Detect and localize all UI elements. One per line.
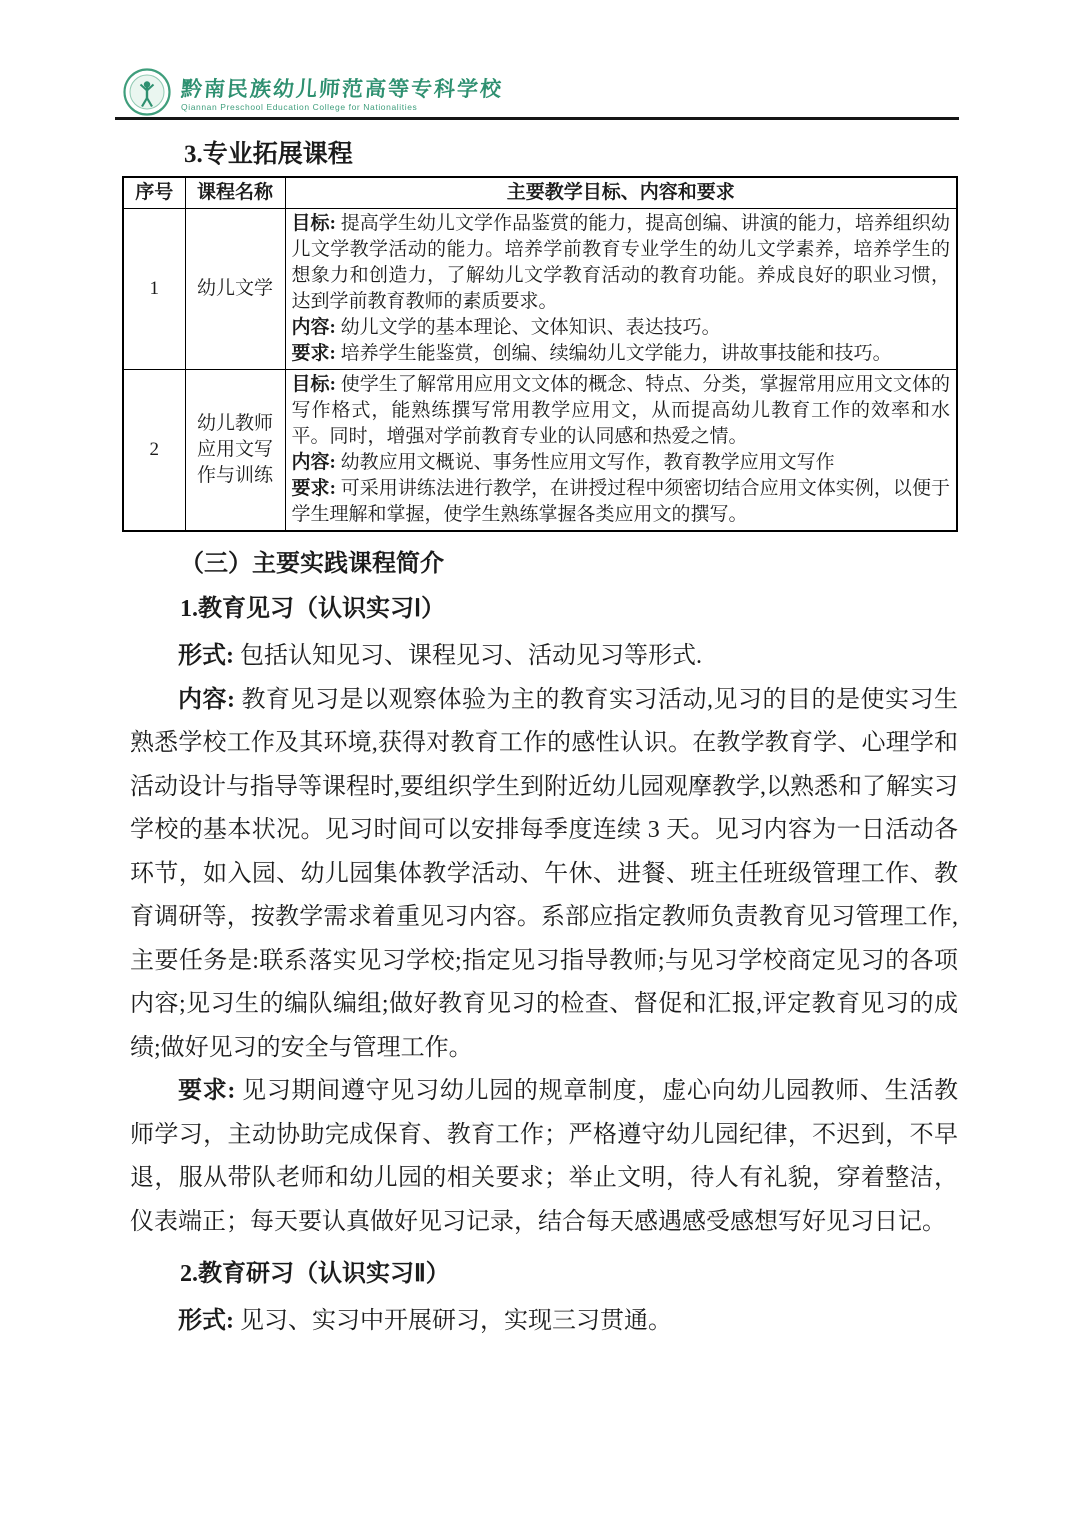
college-header [123,68,503,121]
goal-text: 提高学生幼儿文学作品鉴赏的能力，提高创编、讲演的能力，培养组织幼儿文学教学活动的能力。培养学前教育专业学生的幼儿文学素养，培养学生的想象力和创造力，了解幼儿文学教育活动的教育功能。养成良好的职业习惯，达到学前教育教师的素质要求。 [291,213,950,312]
practice-sub2-title: 2.教育研习（认识实习Ⅱ） [180,1261,450,1287]
require-label: 要求: [178,1078,236,1104]
content-label: 内容: [178,686,235,713]
row2-goal [292,372,951,450]
col-header-desc: 主要教学目标、内容和要求 [285,177,957,209]
college-name-en: Qiannan Preschool Education College for Nationalities [181,101,418,112]
table-header-row [123,177,957,209]
practice-section-title: （三）主要实践课程简介 [180,551,444,577]
section3-title: 3.专业拓展课程 [184,141,353,168]
college-logo-icon [123,68,171,121]
require-text: 见习期间遵守见习幼儿园的规章制度，虚心向幼儿园教师、生活教师学习，主动协助完成保育、教育工作；严格遵守幼儿园纪律，不迟到，不早退，服从带队老师和幼儿园的相关要求；举止文明，待人有礼貌，穿着整洁，仪表端正；每天要认真做好见习记录，结合每天感遇感受感想写好见习日记。 [130,1078,959,1235]
goal-label: 目标: [291,374,336,395]
table-row [123,370,957,532]
goal-text: 使学生了解常用应用文文体的概念、特点、分类，掌握常用应用文文体的写作格式，能熟练撰写常用教学应用文，从而提高幼儿教育工作的效率和水平。同时，增强对学前教育专业的认同感和热爱之情。 [291,374,950,447]
form-label: 形式: [178,1308,234,1334]
form-label: 形式: [178,643,234,669]
form-text: 包括认知见习、课程见习、活动见习等形式. [234,643,702,669]
require-label: 要求: [291,478,336,499]
page-content [122,140,958,1344]
college-name-zh: 黔南民族幼儿师范高等专科学校 [180,76,504,101]
sub1-form-paragraph [130,635,958,679]
content-label: 内容: [291,317,336,338]
row2-require [292,476,951,528]
content-text: 幼教应用文概说、事务性应用文写作，教育教学应用文写作 [335,452,835,473]
content-text: 幼儿文学的基本理论、文体知识、表达技巧。 [335,317,721,338]
row1-require [292,341,951,367]
college-name-block [181,77,503,113]
require-label: 要求: [291,343,336,364]
col-header-course: 课程名称 [185,177,285,209]
sub1-content-paragraph [130,679,958,1071]
header-divider [115,117,959,120]
row1-desc [285,209,957,370]
row2-content [292,450,951,476]
require-text: 培养学生能鉴赏，创编、续编幼儿文学能力，讲故事技能和技巧。 [335,343,892,364]
course-table [122,176,958,532]
goal-label: 目标: [291,213,336,234]
content-label: 内容: [291,452,336,473]
content-text: 教育见习是以观察体验为主的教育实习活动,见习的目的是使实习生熟悉学校工作及其环境,获得对教育工作的感性认识。在教学教育学、心理学和活动设计与指导等课程时,要组织学生到附近幼儿园观摩教学,以熟悉和了解实习学校的基本状况。见习时间可以安排每季度连续 3 天。见习内容为一日活动各环节，如入园、幼儿园集体教学活动、午休、进餐、班主任班级管理工作、教育调研等，按教学需求着重见习内容。系部应指定教师负责教育见习管理工作,主要任务是:联系落实见习学校;指定见习指导教师;与见习学校商定见习的各项内容;见习生的编队编组;做好教育见习的检查、督促和汇报,评定教育见习的成绩;做好见习的安全与管理工作。 [130,686,958,1061]
form-text: 见习、实习中开展研习，实现三习贯通。 [234,1308,672,1334]
row1-no: 1 [123,209,185,370]
row2-course: 幼儿教师应用文写作与训练 [185,370,285,532]
row2-no: 2 [123,370,185,532]
row1-course: 幼儿文学 [185,209,285,370]
sub2-form-paragraph [130,1300,958,1344]
row2-desc [285,370,957,532]
practice-sub1-title: 1.教育见习（认识实习Ⅰ） [180,596,446,622]
row1-content [292,315,951,341]
table-row [123,209,957,370]
row1-goal [292,211,951,315]
sub1-require-paragraph [130,1070,958,1244]
col-header-no: 序号 [123,177,185,209]
require-text: 可采用讲练法进行教学，在讲授过程中须密切结合应用文体实例，以便于学生理解和掌握，使学生熟练掌握各类应用文的撰写。 [291,478,950,525]
